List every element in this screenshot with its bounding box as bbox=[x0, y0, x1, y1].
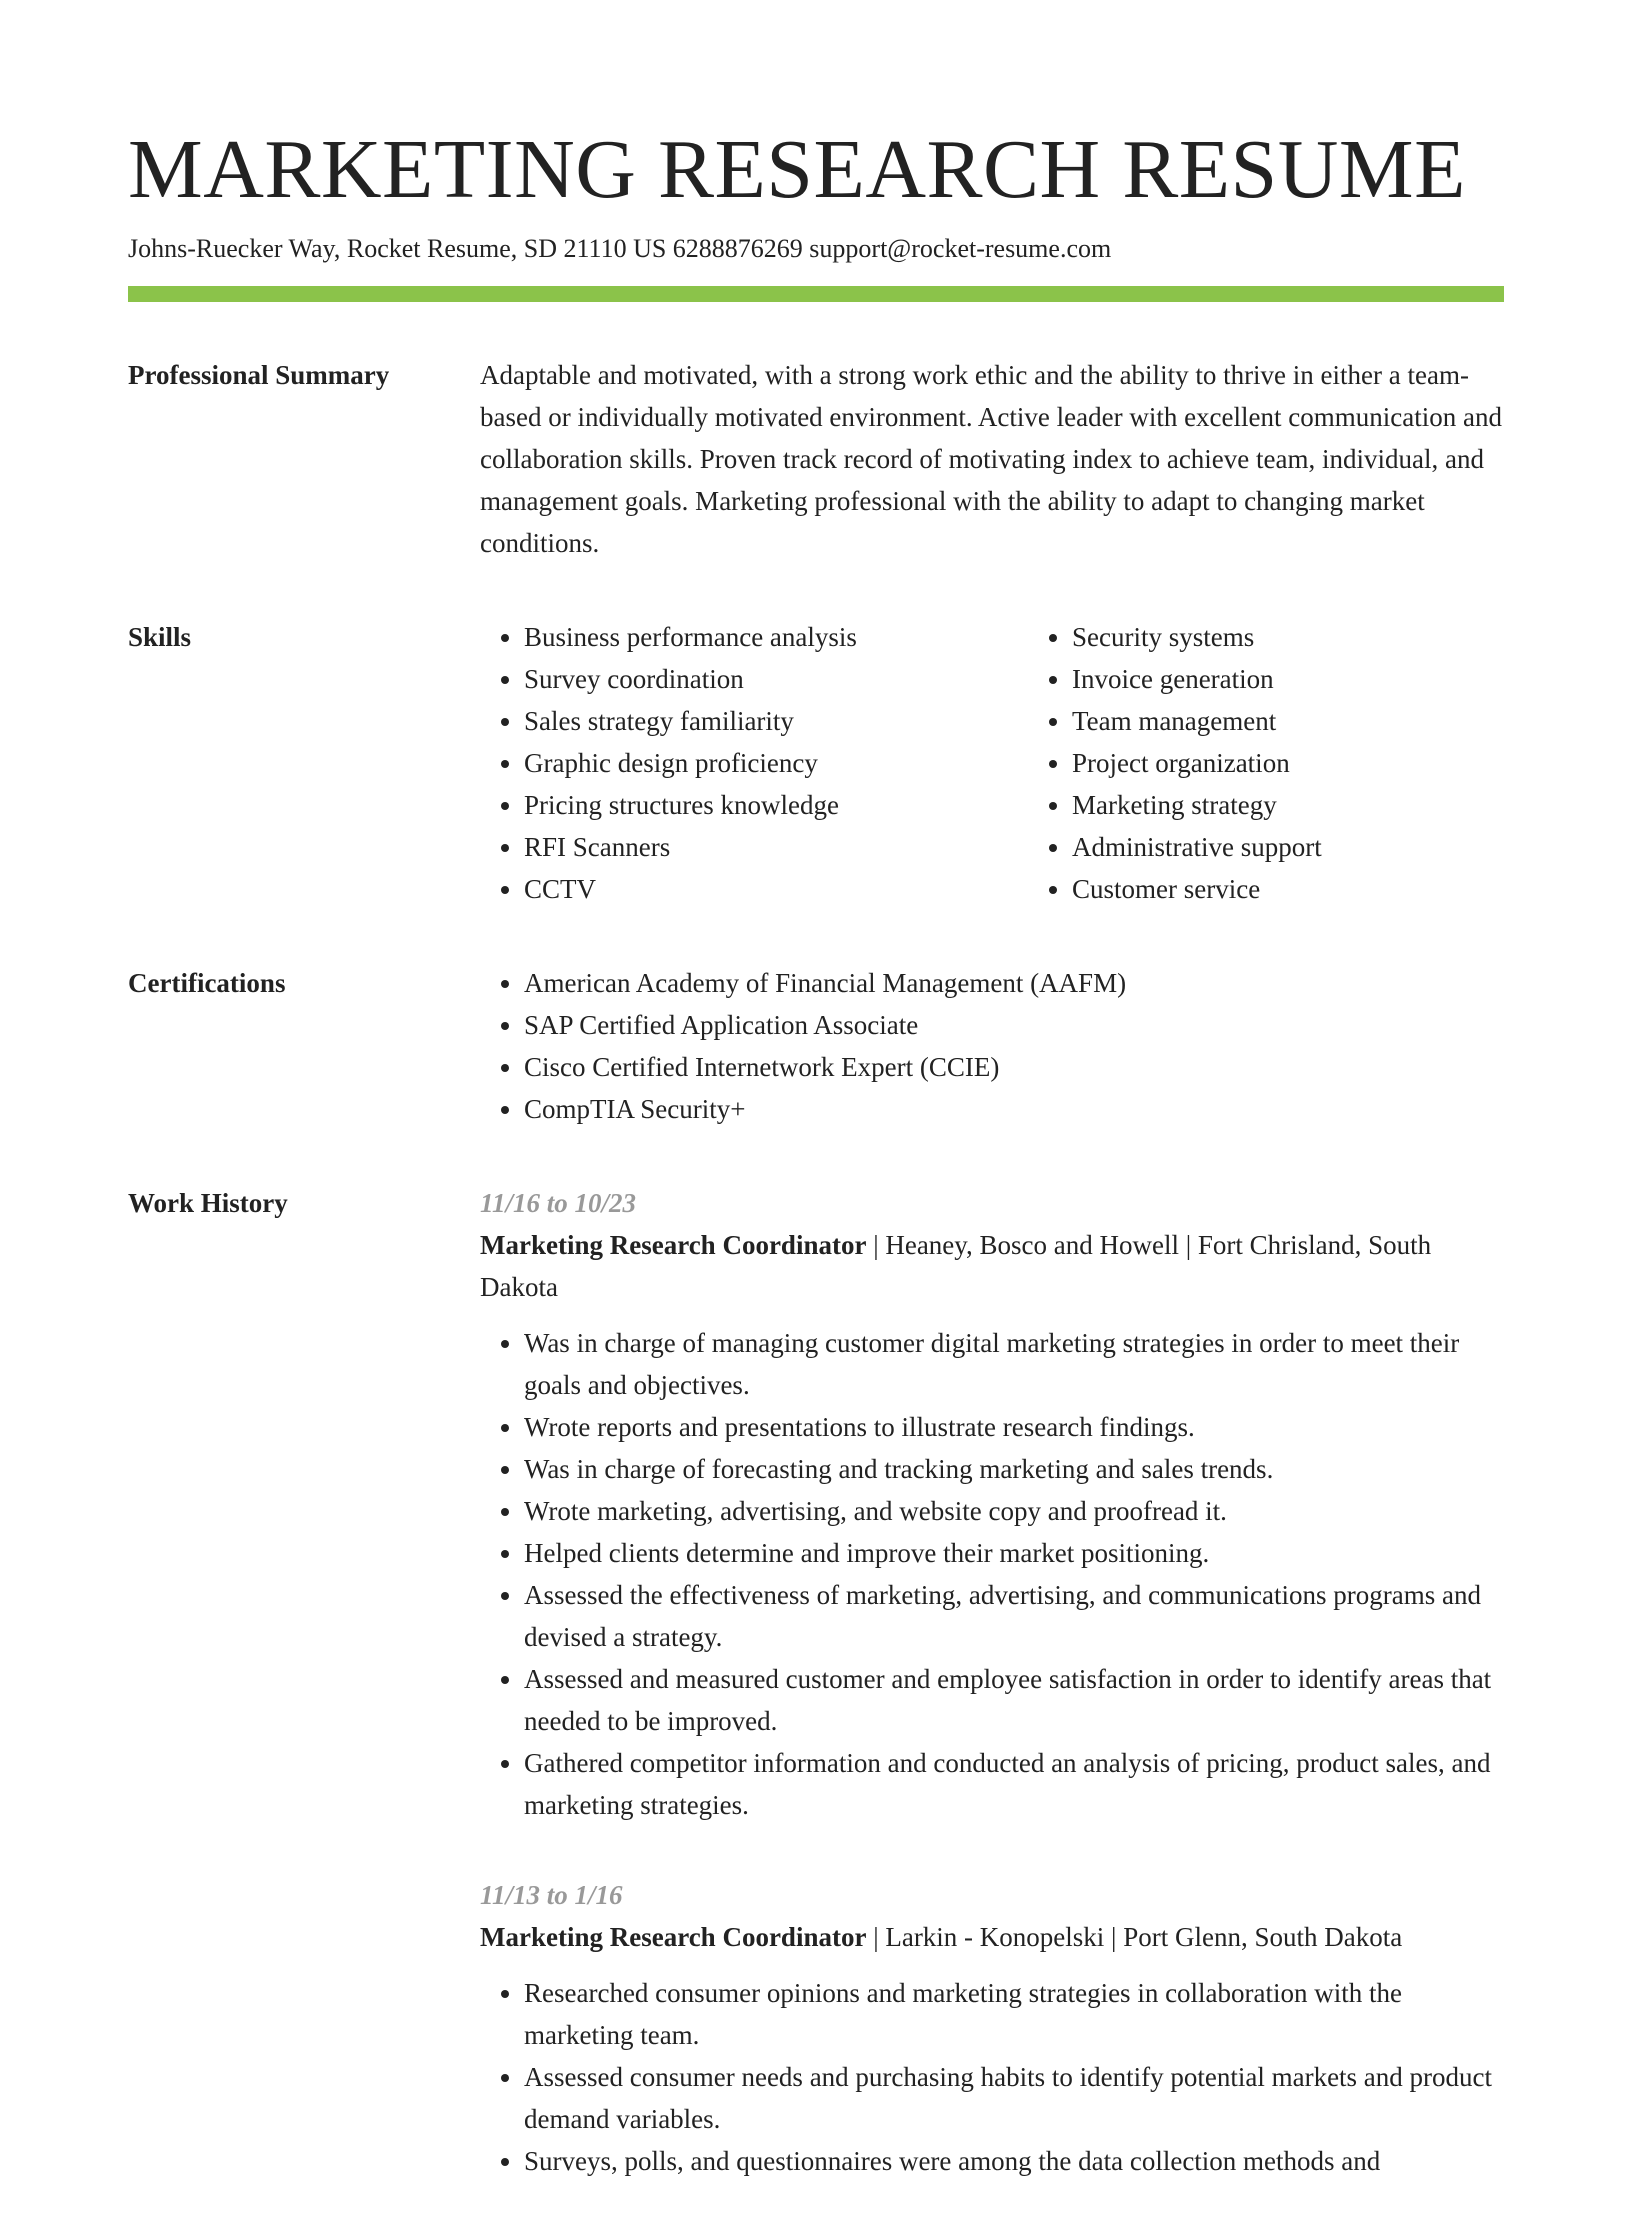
skill-item: • Customer service bbox=[1072, 868, 1532, 910]
skill-item: • Pricing structures knowledge bbox=[524, 784, 1028, 826]
summary-text: Adaptable and motivated, with a strong work ethic and the ability to thrive in either a team-based or individually motivated environment. Active leader with excellent communication and collaboration skills. Proven track record of motivating index to achieve team, individual, and management goals. Marketing professional with the ability to adapt to changing market conditions. bbox=[480, 360, 1502, 558]
job-bullet: • Was in charge of managing customer digital marketing strategies in order to meet their goals and objectives. bbox=[524, 1322, 1504, 1406]
certification-item: • Cisco Certified Internetwork Expert (CCIE) bbox=[524, 1046, 1504, 1088]
job-bullet: • Wrote marketing, advertising, and website copy and proofread it. bbox=[524, 1490, 1504, 1532]
skill-item: • CCTV bbox=[524, 868, 1028, 910]
job-bullet: • Surveys, polls, and questionnaires were among the data collection methods and bbox=[524, 2140, 1504, 2182]
skill-item: • Survey coordination bbox=[524, 658, 1028, 700]
job-heading bbox=[480, 1224, 1504, 1308]
section-label-work-history: Work History bbox=[128, 1188, 288, 1218]
skill-item: • Team management bbox=[1072, 700, 1532, 742]
certification-item: • CompTIA Security+ bbox=[524, 1088, 1504, 1130]
work-history-section bbox=[128, 1182, 1504, 2230]
summary-section bbox=[128, 354, 1504, 564]
job-entry bbox=[480, 1874, 1504, 2182]
skill-item: • Administrative support bbox=[1072, 826, 1532, 868]
job-bullet: • Wrote reports and presentations to illustrate research findings. bbox=[524, 1406, 1504, 1448]
skills-list-col1 bbox=[480, 616, 1028, 910]
skill-item: • Business performance analysis bbox=[524, 616, 1028, 658]
job-heading bbox=[480, 1916, 1504, 1958]
job-bullet: • Helped clients determine and improve their market positioning. bbox=[524, 1532, 1504, 1574]
section-label-summary: Professional Summary bbox=[128, 360, 390, 390]
job-bullets bbox=[480, 1972, 1504, 2182]
job-bullet: • Assessed and measured customer and employee satisfaction in order to identify areas that needed to be improved. bbox=[524, 1658, 1504, 1742]
job-role: Marketing Research Coordinator bbox=[480, 1230, 867, 1260]
certification-item: • SAP Certified Application Associate bbox=[524, 1004, 1504, 1046]
skill-item: • RFI Scanners bbox=[524, 826, 1028, 868]
job-details: | Heaney, Bosco and Howell | Fort Chrisland, South Dakota bbox=[480, 1230, 1432, 1302]
skill-item: • Graphic design proficiency bbox=[524, 742, 1028, 784]
job-bullet: • Researched consumer opinions and marketing strategies in collaboration with the marketing team. bbox=[524, 1972, 1504, 2056]
contact-line: Johns-Ruecker Way, Rocket Resume, SD 21110 US 6288876269 support@rocket-resume.com bbox=[128, 234, 1112, 263]
job-date: 11/16 to 10/23 bbox=[480, 1188, 637, 1218]
job-entry bbox=[480, 1182, 1504, 1826]
skills-section bbox=[128, 616, 1504, 910]
section-label-certifications: Certifications bbox=[128, 968, 286, 998]
certifications-section bbox=[128, 962, 1504, 1130]
job-bullet: • Assessed consumer needs and purchasing habits to identify potential markets and product demand variables. bbox=[524, 2056, 1504, 2140]
skill-item: • Project organization bbox=[1072, 742, 1532, 784]
job-details: | Larkin - Konopelski | Port Glenn, South Dakota bbox=[866, 1922, 1403, 1952]
accent-divider bbox=[128, 286, 1504, 302]
skills-list-col2 bbox=[1028, 616, 1532, 910]
section-label-skills: Skills bbox=[128, 622, 192, 652]
job-bullet: • Was in charge of forecasting and tracking marketing and sales trends. bbox=[524, 1448, 1504, 1490]
certifications-list bbox=[480, 962, 1504, 1130]
job-role: Marketing Research Coordinator bbox=[480, 1922, 867, 1952]
skill-item: • Marketing strategy bbox=[1072, 784, 1532, 826]
skill-item: • Sales strategy familiarity bbox=[524, 700, 1028, 742]
job-bullet: • Assessed the effectiveness of marketing, advertising, and communications programs and devised a strategy. bbox=[524, 1574, 1504, 1658]
resume-page bbox=[128, 120, 1504, 2230]
resume-title: MARKETING RESEARCH RESUME bbox=[128, 123, 1466, 216]
job-bullet: • Gathered competitor information and conducted an analysis of pricing, product sales, and marketing strategies. bbox=[524, 1742, 1504, 1826]
skill-item: • Invoice generation bbox=[1072, 658, 1532, 700]
job-bullets bbox=[480, 1322, 1504, 1826]
skill-item: • Security systems bbox=[1072, 616, 1532, 658]
job-date: 11/13 to 1/16 bbox=[480, 1880, 623, 1910]
certification-item: • American Academy of Financial Management (AAFM) bbox=[524, 962, 1504, 1004]
